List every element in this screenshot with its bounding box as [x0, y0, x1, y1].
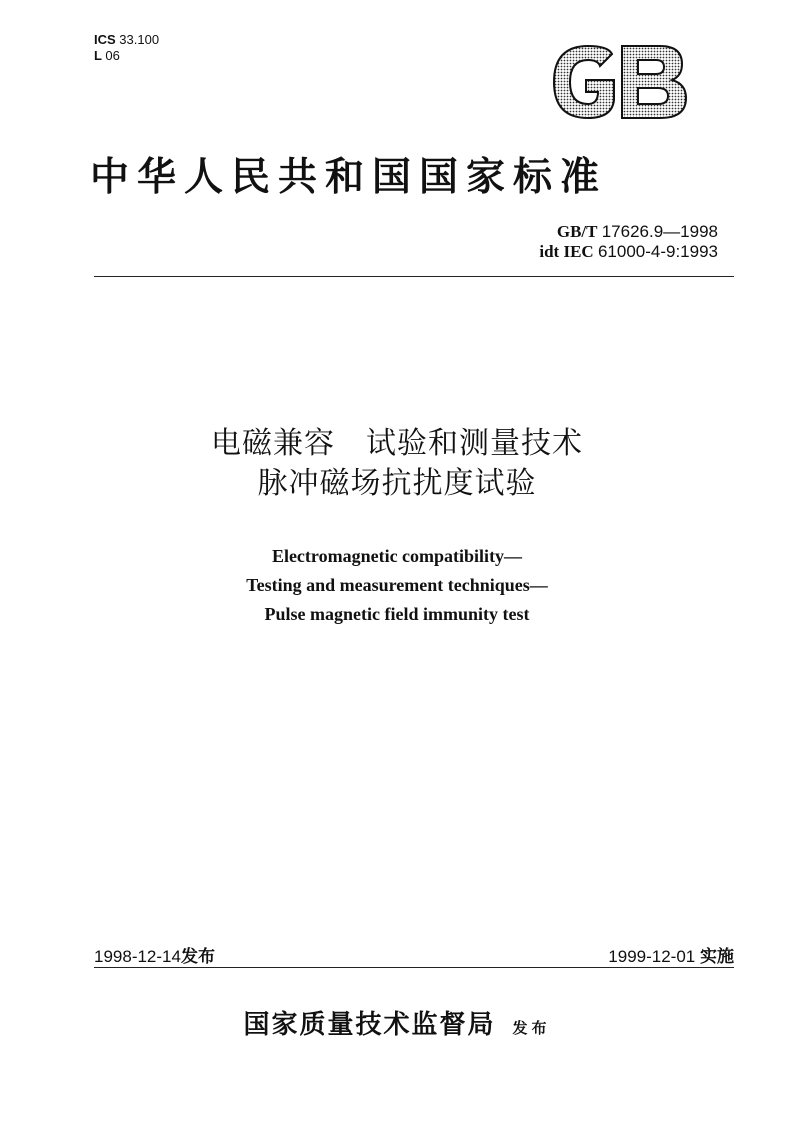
chinese-title	[0, 424, 794, 504]
english-title-line-3: Pulse magnetic field immunity test	[264, 604, 530, 624]
english-title-line-2: Testing and measurement techniques—	[246, 575, 548, 595]
idt-code-number: 61000-4-9:1993	[597, 242, 718, 261]
english-title	[0, 542, 794, 629]
idt-code-line	[539, 242, 718, 262]
bottom-divider	[94, 967, 734, 968]
implementation-date	[608, 942, 734, 967]
ics-line	[94, 32, 159, 48]
ccs-code: 06	[105, 48, 120, 63]
classification-codes	[94, 32, 159, 64]
ics-label: ICS	[94, 32, 116, 47]
standard-code-block	[539, 222, 718, 262]
chinese-title-line-1: 电磁兼容 试验和测量技术	[211, 426, 583, 461]
issuer-action: 发布	[512, 1019, 551, 1037]
ccs-line	[94, 48, 159, 64]
standard-code-line	[539, 222, 718, 242]
issuer-organization: 国家质量技术监督局	[243, 1010, 496, 1040]
idt-code-prefix: idt IEC	[539, 242, 594, 261]
implementation-date-label: 实施	[700, 947, 734, 967]
date-row	[94, 942, 734, 966]
top-divider	[94, 276, 734, 277]
standard-code-prefix: GB/T	[556, 222, 598, 241]
english-title-line-1: Electromagnetic compatibility—	[271, 546, 523, 566]
ccs-label: L	[94, 48, 102, 63]
implementation-date-value: 1999-12-01	[608, 947, 696, 966]
issue-date-value: 1998-12-14	[94, 947, 181, 966]
national-standard-title: 中华人民共和国国家标准	[90, 155, 608, 200]
issue-date	[94, 942, 215, 967]
standard-code-number: 17626.9—1998	[601, 222, 718, 241]
ics-code: 33.100	[119, 32, 160, 47]
issuer-line	[0, 1004, 794, 1041]
gb-logo	[548, 44, 688, 120]
chinese-title-line-2: 脉冲磁场抗扰度试验	[257, 466, 537, 501]
issue-date-label: 发布	[180, 947, 215, 967]
